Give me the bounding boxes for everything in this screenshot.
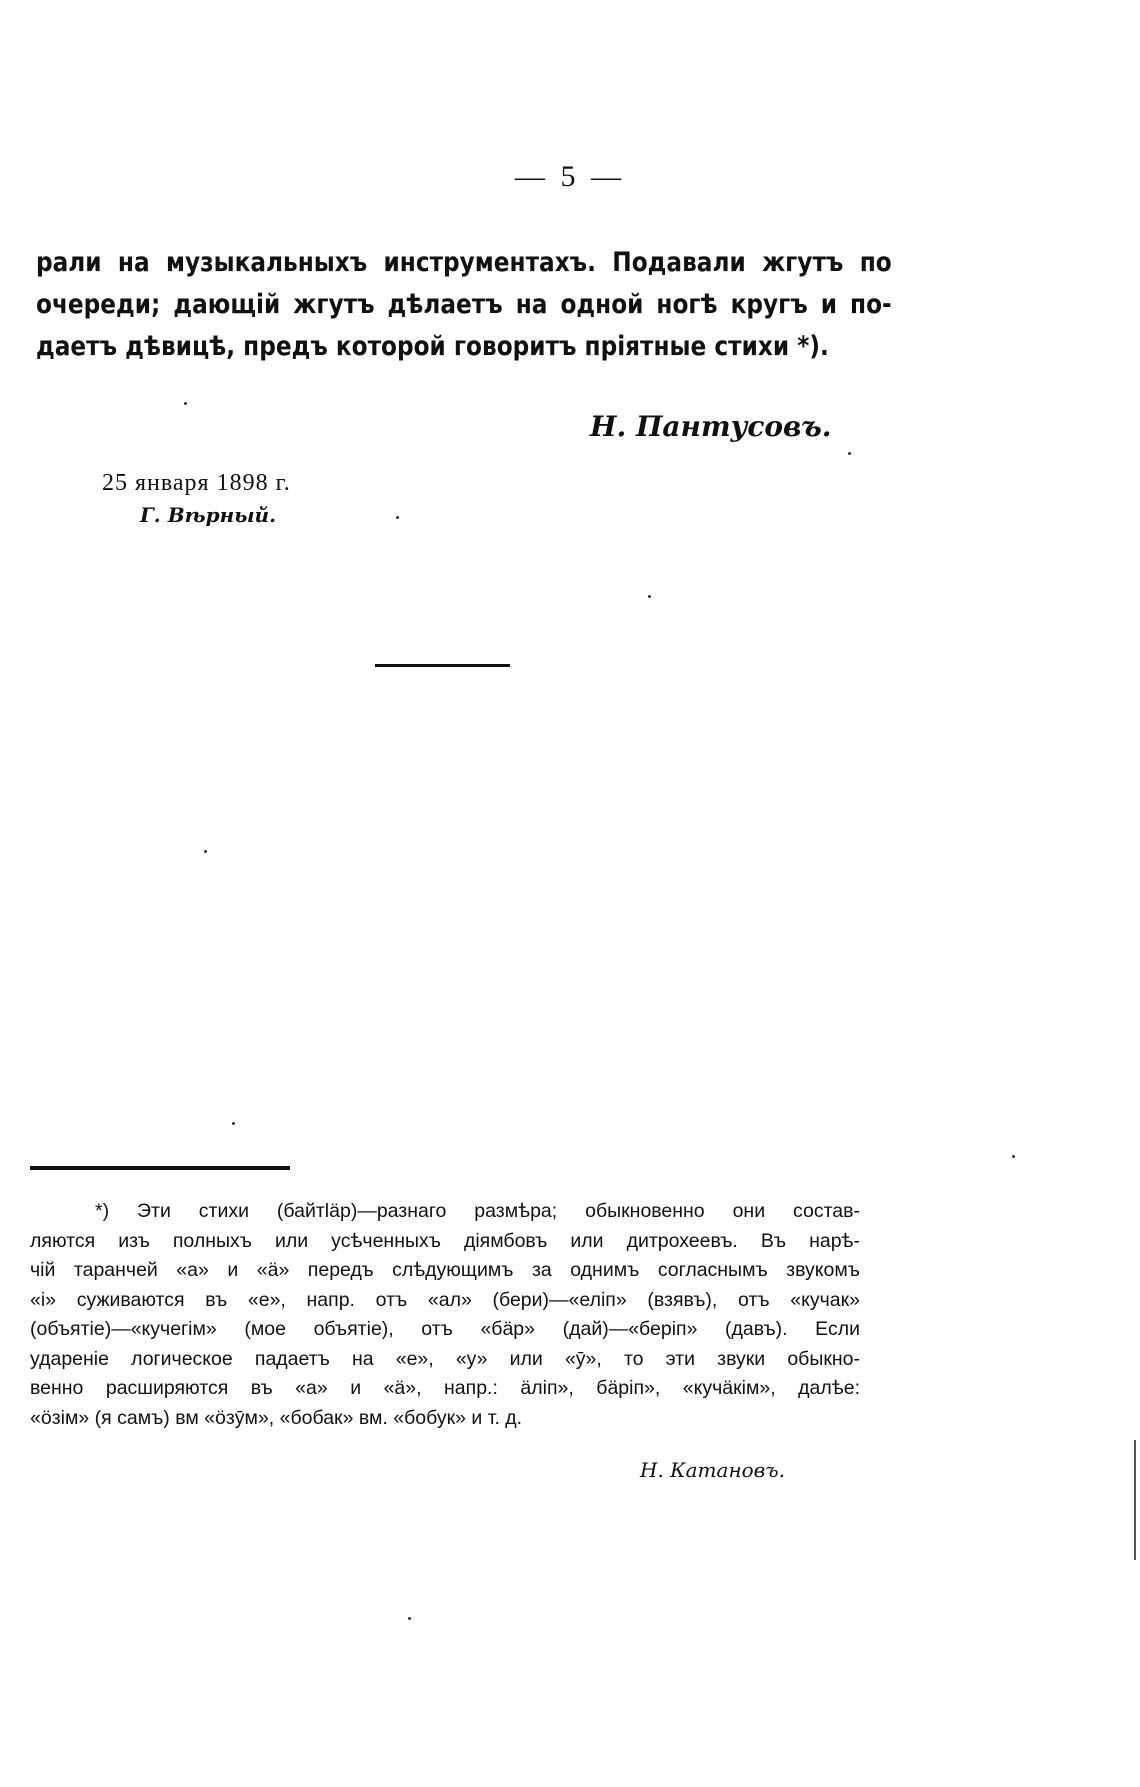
- footnote-line: удареніе логическое падаетъ на «е», «у» или «ӯ», то эти звуки обыкно-: [30, 1347, 860, 1370]
- section-separator: [375, 664, 510, 667]
- footnote-line: *) Эти стихи (байтlӓр)—разнаго размѣра; обыкновенно они состав-: [95, 1200, 860, 1222]
- footnote-line: «ӧзім» (я самъ) вм «ӧзӯм», «бобак» вм. «бобук» и т. д.: [30, 1406, 523, 1429]
- scan-speck: [1012, 1155, 1015, 1158]
- footnote-line: «і» суживаются въ «е», напр. отъ «ал» (бери)—«еліп» (взявъ), отъ «кучак»: [30, 1288, 860, 1311]
- author-signature: Н. Пантусовъ.: [590, 410, 832, 443]
- scan-speck: [648, 595, 651, 598]
- footnote-line: чій таранчей «а» и «ӓ» передъ слѣдующимъ за однимъ согласнымъ звукомъ: [30, 1259, 860, 1281]
- footnote-rule: [30, 1166, 290, 1170]
- scan-speck: [184, 402, 187, 405]
- place-line: Г. Вѣрный.: [140, 503, 277, 527]
- footnote-line: ляются изъ полныхъ или усѣченныхъ діямбовъ или дитрохеевъ. Въ нарѣ-: [30, 1229, 860, 1252]
- scan-speck: [232, 1122, 235, 1125]
- main-text-line: даетъ дѣвицѣ, предъ которой говоритъ пріятные стихи *).: [36, 331, 829, 362]
- scan-edge-mark: [1134, 1440, 1136, 1560]
- scan-speck: [408, 1617, 411, 1620]
- footnote: [30, 1197, 860, 1433]
- date-line: 25 января 1898 г.: [102, 470, 291, 496]
- main-paragraph: [36, 242, 892, 368]
- main-text-line: очереди; дающій жгутъ дѣлаетъ на одной ногѣ кругъ и по-: [36, 289, 892, 320]
- footnote-line: венно расширяются въ «а» и «ӓ», напр.: ӓліп», бӓріп», «кучӓкім», далѣе:: [30, 1377, 860, 1399]
- footnote-signature: Н. Катановъ.: [640, 1458, 785, 1482]
- main-text-line: рали на музыкальныхъ инструментахъ. Подавали жгутъ по: [36, 247, 892, 278]
- scan-speck: [396, 516, 399, 519]
- scan-speck: [204, 850, 207, 853]
- page-number: — 5 —: [515, 160, 625, 193]
- scan-speck: [848, 452, 851, 455]
- footnote-line: (объятіе)—«кучегім» (мое объятіе), отъ «бӓр» (дай)—«берiп» (давъ). Если: [30, 1318, 860, 1340]
